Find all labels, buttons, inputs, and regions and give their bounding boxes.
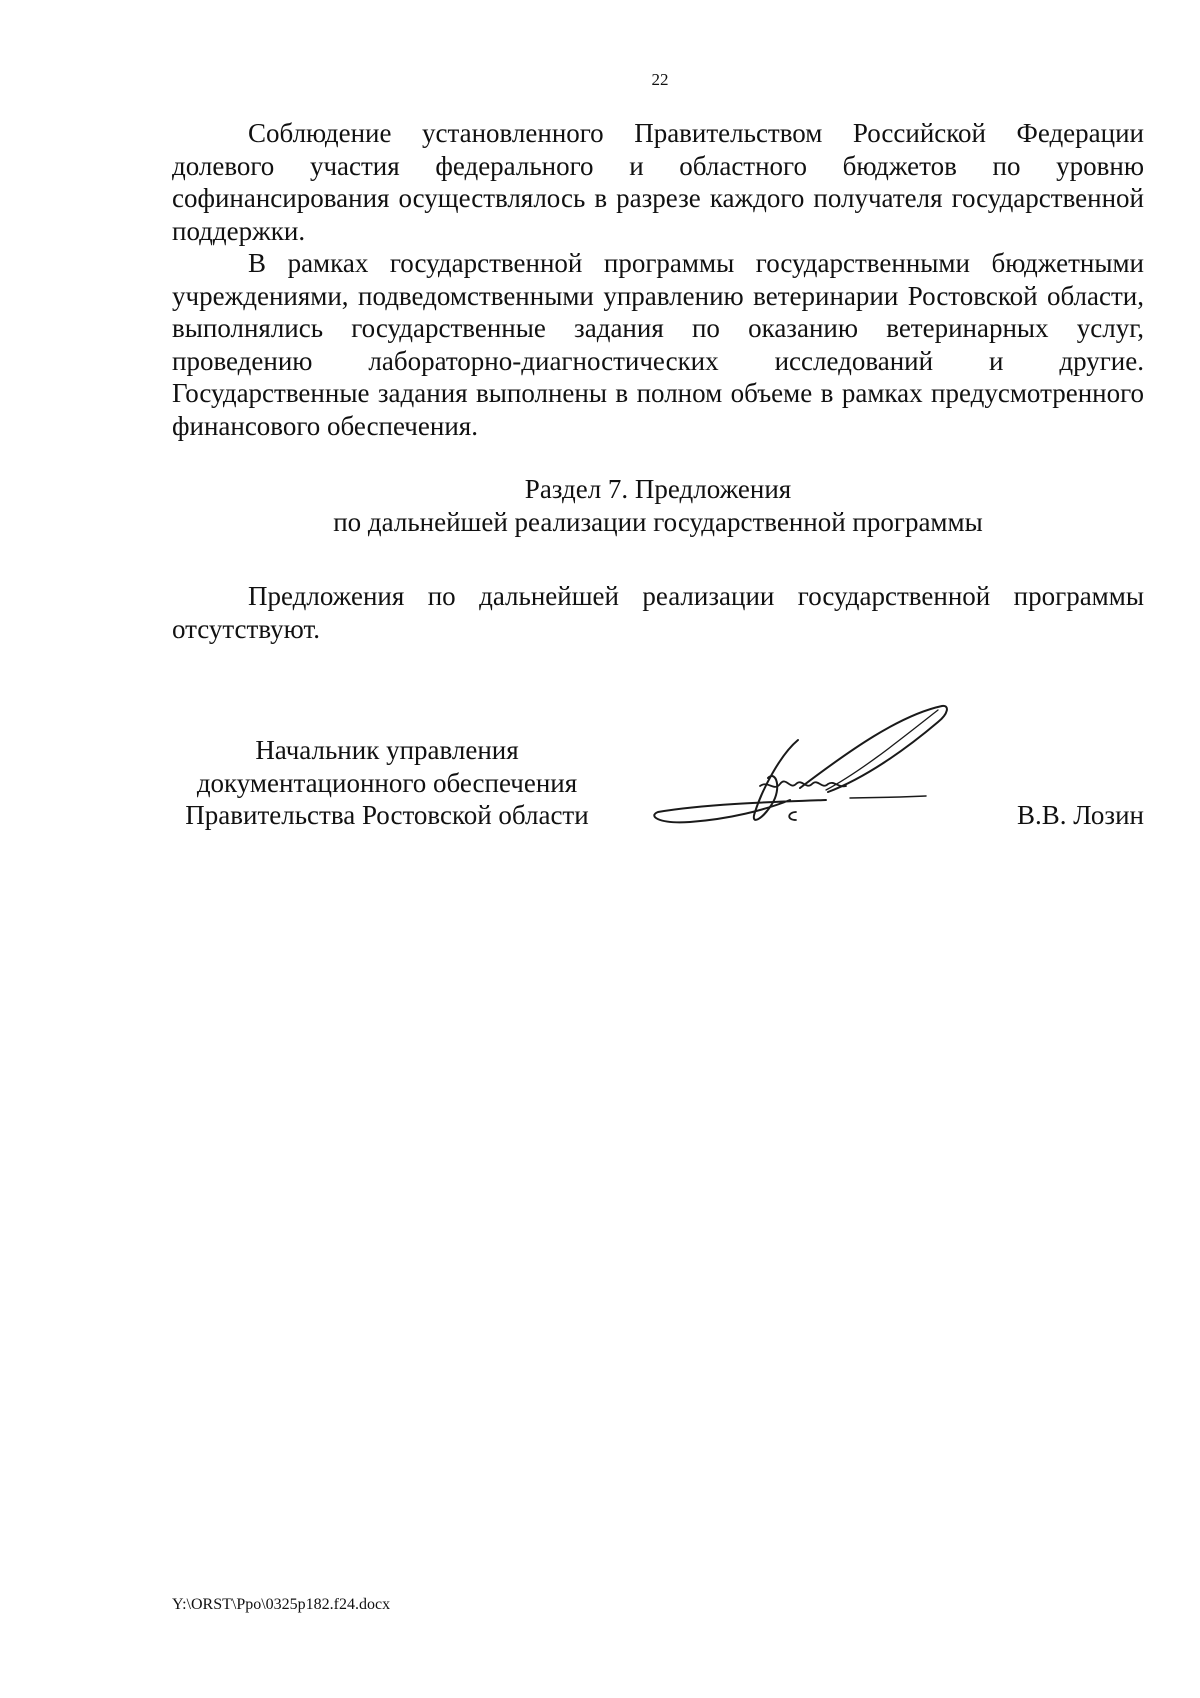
paragraph-proposals bbox=[172, 580, 1144, 645]
signer-position-line1: Начальник управления bbox=[255, 735, 519, 765]
paragraph-cofinancing bbox=[172, 117, 1144, 247]
paragraph-text: Предложения по дальнейшей реализации государственной программы отсутствуют. bbox=[172, 581, 1144, 644]
signer-name: В.В. Лозин bbox=[1017, 800, 1144, 830]
paragraph-state-assignments bbox=[172, 247, 1144, 442]
page-number: 22 bbox=[651, 70, 669, 89]
section-title-line1: Раздел 7. Предложения bbox=[524, 474, 792, 504]
section-title-line2: по дальнейшей реализации государственной программы bbox=[333, 507, 983, 537]
signer-position-line3: Правительства Ростовской области bbox=[185, 800, 589, 830]
section-heading bbox=[172, 473, 1144, 539]
file-path: Y:\ORST\Ppo\0325p182.f24.docx bbox=[172, 1596, 391, 1613]
signer-position-line2: документационного обеспечения bbox=[196, 767, 578, 798]
paragraph-text: В рамках государственной программы государственными бюджетными учреждениями, подведомственными управлению ветеринарии Ростовской области, выполнялись государственные задания по оказанию ветеринарных услуг, проведению лабораторно-диагностических исследований и другие. Государственные задания выполнены в полном объеме в рамках предусмотренного финансового обеспечения. bbox=[172, 248, 1144, 441]
handwritten-signature bbox=[650, 700, 980, 845]
signer-position bbox=[172, 734, 602, 832]
paragraph-text: Соблюдение установленного Правительством Российской Федерации долевого участия федерального и областного бюджетов по уровню софинансирования осуществлялось в разрезе каждого получателя государственной поддержки. bbox=[172, 118, 1144, 246]
